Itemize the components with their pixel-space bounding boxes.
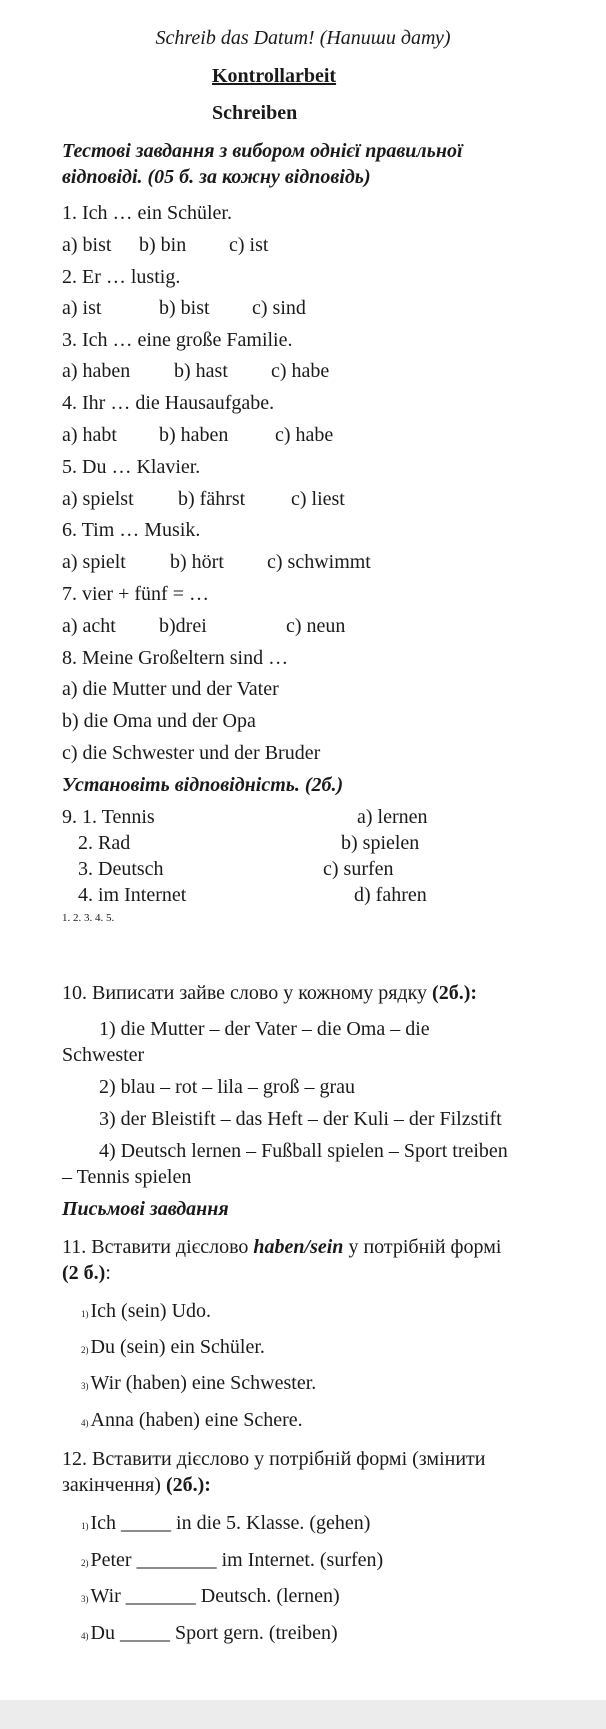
date-prompt: Schreib das Datum! (Напиши дату) [155,27,451,49]
task12-points: (2б.): [165,1474,211,1496]
q6-option-a: a) spielt [62,551,126,573]
written-heading: Письмові завдання [62,1198,229,1220]
task11-item-2 [81,1335,265,1362]
match-right-d: d) fahren [354,884,427,906]
question-6: 6. Tim … Musik. [62,519,201,541]
task11-text-3: у потрібній формі [343,1236,502,1258]
task12-line1: 12. Вставити дієслово у потрібній формі (змінити [62,1448,486,1470]
match-right-b: b) spielen [341,832,420,854]
q5-option-a: a) spielst [62,488,134,510]
q4-option-c: c) habe [275,424,334,446]
task11-item-text: Anna (haben) eine Schere. [90,1409,303,1431]
question-2: 2. Er … lustig. [62,266,181,288]
odd-line-4b: – Tennis spielen [62,1166,192,1188]
question-3: 3. Ich … eine große Familie. [62,329,293,351]
task12-item-text: Du _____ Sport gern. (treiben) [90,1622,338,1644]
task11-item-text: Du (sein) ein Schüler. [90,1336,265,1358]
q4-option-b: b) haben [159,424,229,446]
q5-option-c: c) liest [291,488,345,510]
task11-item-text: Wir (haben) eine Schwester. [90,1372,317,1394]
match-right-c: c) surfen [323,858,394,880]
test-heading-line2: відповіді. (05 б. за кожну відповідь) [62,166,371,188]
q5-option-b: b) fährst [178,488,246,510]
task12-text: закінчення) [62,1474,166,1496]
odd-line-1b: Schwester [62,1044,145,1066]
q8-option-b: b) die Oma und der Opa [62,710,256,732]
task12-line2 [62,1473,211,1497]
task11-item-3 [81,1371,316,1398]
question-8: 8. Meine Großeltern sind … [62,647,289,669]
test-heading-line1: Тестові завдання з вибором однієї правильної [62,140,463,162]
task11-text-1: 11. Вставити дієслово [62,1236,254,1258]
task12-item-number: 1) [81,1521,89,1531]
q6-option-b: b) hört [170,551,224,573]
task12-item-text: Ich _____ in die 5. Klasse. (gehen) [90,1512,371,1534]
odd-word-heading-text: 10. Виписати зайве слово у кожному рядку [62,982,433,1004]
task12-item-text: Peter ________ im Internet. (surfen) [90,1549,384,1571]
task11-verbs: haben/sein [253,1236,344,1258]
task12-item-number: 4) [81,1631,89,1641]
task11-item-1 [81,1299,211,1326]
q2-option-b: b) bist [159,297,210,319]
q8-option-a: a) die Mutter und der Vater [62,678,279,700]
task11-item-number: 4) [81,1418,89,1428]
match-answer-line: 1. 2. 3. 4. 5. [62,912,115,924]
task12-item-2 [81,1548,383,1575]
task11-item-number: 1) [81,1309,89,1319]
task12-item-number: 3) [81,1594,89,1604]
match-right-a: a) lernen [357,806,428,828]
q1-option-b: b) bin [139,234,187,256]
task11-item-number: 3) [81,1381,89,1391]
match-heading: Установіть відповідність. (2б.) [62,774,344,796]
task12-item-text: Wir _______ Deutsch. (lernen) [90,1585,340,1607]
question-5: 5. Du … Klavier. [62,456,201,478]
q1-option-a: a) bist [62,234,112,256]
q4-option-a: a) habt [62,424,117,446]
q7-option-a: a) acht [62,615,116,637]
q2-option-c: c) sind [252,297,306,319]
task11-points: (2 б.) [62,1262,106,1284]
task11-item-text: Ich (sein) Udo. [90,1300,212,1322]
odd-line-4a: 4) Deutsch lernen – Fußball spielen – Sport treiben [99,1140,508,1162]
q7-option-c: c) neun [286,615,346,637]
task11-colon: : [105,1262,111,1284]
q2-option-a: a) ist [62,297,102,319]
q6-option-c: c) schwimmt [267,551,371,573]
odd-word-heading [62,981,477,1005]
odd-line-2: 2) blau – rot – lila – groß – grau [99,1076,356,1098]
q7-option-b: b)drei [159,615,207,637]
task12-item-4 [81,1621,338,1648]
page-title: Kontrollarbeit [212,65,337,87]
q1-option-c: c) ist [229,234,269,256]
odd-line-3: 3) der Bleistift – das Heft – der Kuli – der Filzstift [99,1108,502,1130]
task11-line1 [62,1235,501,1259]
task12-item-3 [81,1584,340,1611]
question-4: 4. Ihr … die Hausaufgabe. [62,392,275,414]
task12-item-1 [81,1511,370,1538]
match-left-2: 2. Rad [78,832,131,854]
question-1: 1. Ich … ein Schüler. [62,202,232,224]
task12-item-number: 2) [81,1558,89,1568]
task11-item-number: 2) [81,1345,89,1355]
task11-line2 [62,1261,111,1285]
question-7: 7. vier + fünf = … [62,583,209,605]
task11-item-4 [81,1408,303,1435]
q8-option-c: c) die Schwester und der Bruder [62,742,321,764]
match-left-3: 3. Deutsch [78,858,164,880]
page-subtitle: Schreiben [212,102,298,124]
odd-word-points: (2б.): [432,982,478,1004]
match-left-1: 9. 1. Tennis [62,806,155,828]
match-left-4: 4. im Internet [78,884,187,906]
q3-option-a: a) haben [62,360,131,382]
odd-line-1a: 1) die Mutter – der Vater – die Oma – die [99,1018,430,1040]
q3-option-c: c) habe [271,360,330,382]
q3-option-b: b) hast [174,360,228,382]
